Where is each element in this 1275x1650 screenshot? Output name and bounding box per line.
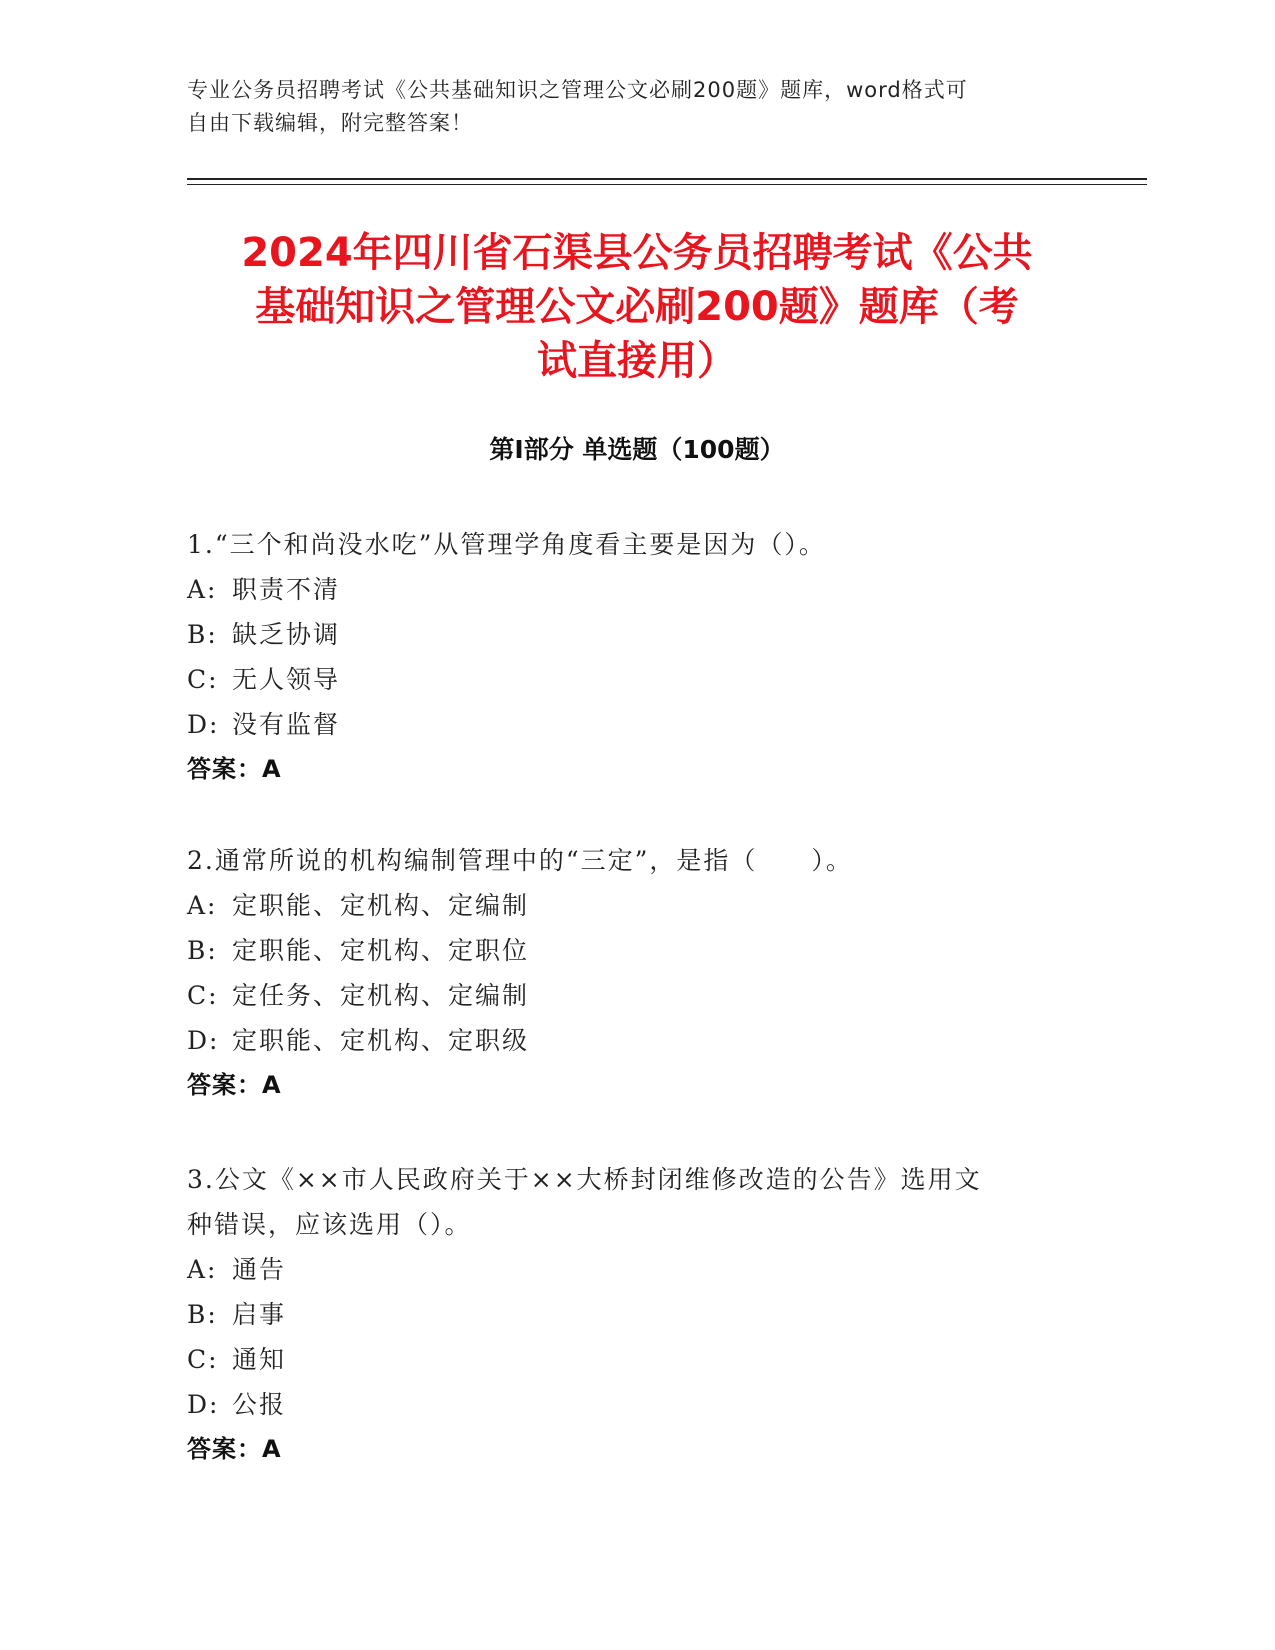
option-letter: D: — [187, 1026, 220, 1055]
option-b — [187, 612, 1067, 657]
option-b — [187, 928, 1067, 973]
header-divider-thin — [187, 184, 1147, 185]
document-title-line-2: 基础知识之管理公文必刷200题》题库（考 — [255, 284, 1019, 330]
option-letter: C: — [187, 665, 219, 694]
option-d — [187, 1382, 1067, 1427]
question-stem-line-1: 3.公文《××市人民政府关于××大桥封闭维修改造的公告》选用文 — [187, 1165, 982, 1194]
option-letter: B: — [187, 936, 218, 965]
option-c — [187, 1337, 1067, 1382]
option-letter: D: — [187, 710, 220, 739]
option-letter: D: — [187, 1390, 220, 1419]
option-text: 职责不清 — [232, 575, 341, 604]
option-d — [187, 1018, 1067, 1063]
option-text: 定职能、定机构、定编制 — [232, 891, 530, 920]
option-a — [187, 1247, 1067, 1292]
option-text: 定任务、定机构、定编制 — [232, 981, 530, 1010]
option-letter: A: — [187, 1255, 218, 1284]
option-text: 启事 — [232, 1300, 287, 1329]
option-text: 无人领导 — [232, 665, 341, 694]
question-2 — [187, 838, 1067, 1108]
option-letter: A: — [187, 891, 218, 920]
question-stem: 1.“三个和尚没水吃”从管理学角度看主要是因为（）。 — [187, 530, 826, 559]
option-letter: A: — [187, 575, 218, 604]
option-letter: B: — [187, 620, 218, 649]
answer-line: 答案：A — [187, 1435, 282, 1463]
document-header-note — [187, 74, 1067, 140]
option-text: 公报 — [232, 1390, 287, 1419]
option-d — [187, 702, 1067, 747]
document-title-line-3: 试直接用） — [537, 338, 737, 384]
option-a — [187, 567, 1067, 612]
header-note-line-1: 专业公务员招聘考试《公共基础知识之管理公文必刷200题》题库，word格式可 — [187, 78, 968, 102]
option-b — [187, 1292, 1067, 1337]
option-text: 定职能、定机构、定职位 — [232, 936, 530, 965]
option-letter: C: — [187, 981, 219, 1010]
option-letter: B: — [187, 1300, 218, 1329]
answer-line: 答案：A — [187, 755, 282, 783]
option-c — [187, 657, 1067, 702]
question-3 — [187, 1157, 1067, 1472]
section-title: 第Ⅰ部分 单选题（100题） — [489, 435, 785, 464]
header-note-line-2: 自由下载编辑，附完整答案！ — [187, 111, 473, 135]
option-text: 通告 — [232, 1255, 287, 1284]
option-text: 通知 — [232, 1345, 287, 1374]
option-text: 缺乏协调 — [232, 620, 341, 649]
option-letter: C: — [187, 1345, 219, 1374]
document-title-line-1: 2024年四川省石渠县公务员招聘考试《公共 — [241, 230, 1033, 276]
question-stem: 2.通常所说的机构编制管理中的“三定”，是指（ ）。 — [187, 846, 853, 875]
question-stem-line-2: 种错误，应该选用（）。 — [187, 1210, 472, 1239]
option-text: 没有监督 — [232, 710, 341, 739]
option-text: 定职能、定机构、定职级 — [232, 1026, 530, 1055]
answer-line: 答案：A — [187, 1071, 282, 1099]
option-a — [187, 883, 1067, 928]
header-divider-thick — [187, 178, 1147, 180]
option-c — [187, 973, 1067, 1018]
document-title — [187, 226, 1087, 388]
question-1 — [187, 522, 1067, 792]
